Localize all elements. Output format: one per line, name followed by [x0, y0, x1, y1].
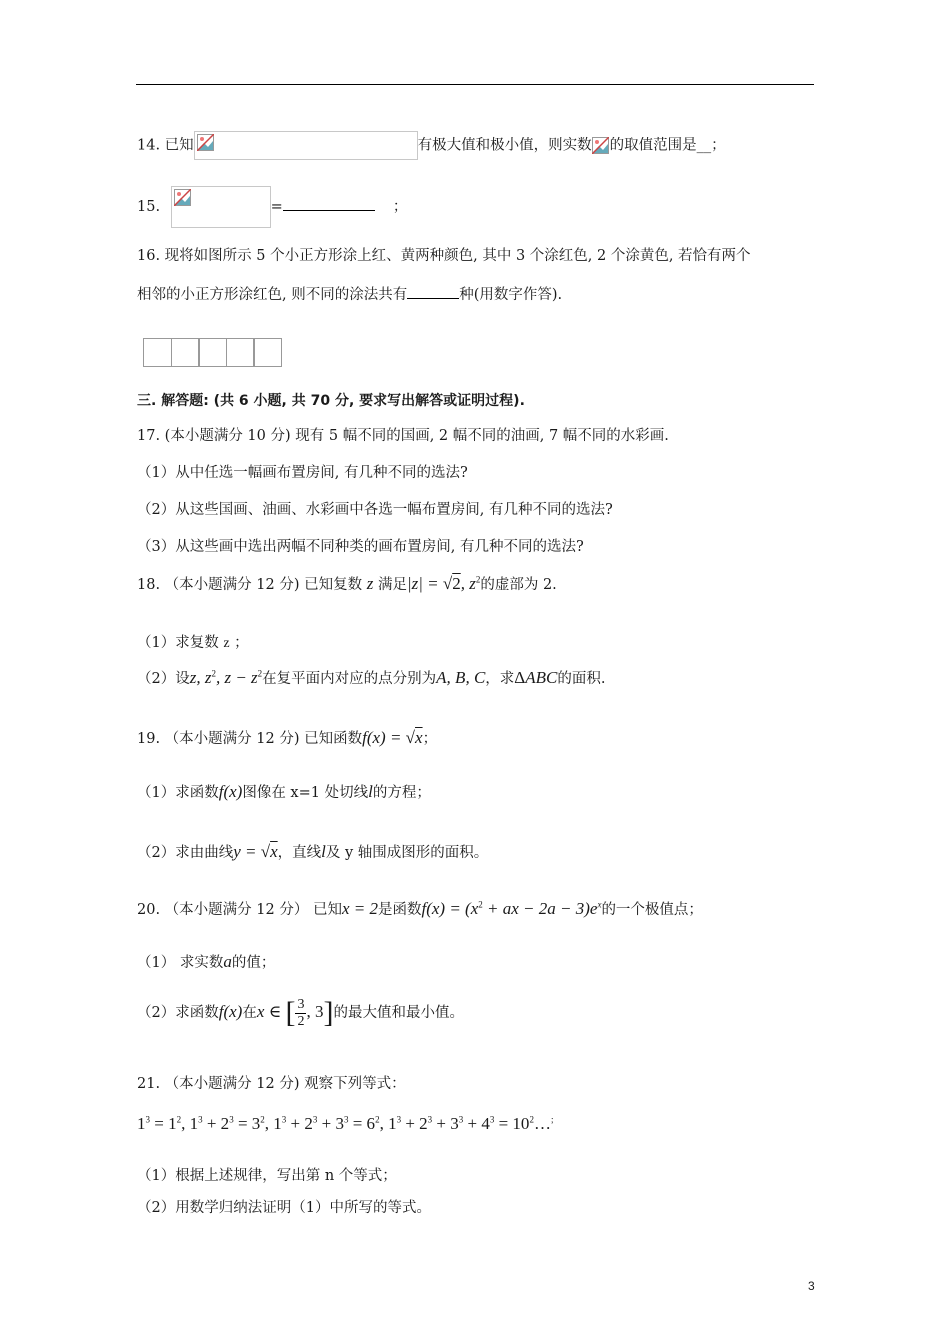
- broken-image-icon: [194, 131, 418, 160]
- math-abc: A, B, C: [436, 668, 486, 687]
- question-21-stem: 21. （本小题满分 12 分) 观察下列等式：: [137, 1076, 406, 1092]
- square: [253, 338, 282, 367]
- math-interval: x ∈ [ $\frac{3}{2}$ , 3]: [256, 996, 334, 1029]
- question-17-part3: （3）从这些画中选出两幅不同种类的画布置房间, 有几种不同的选法?: [137, 539, 584, 555]
- square: [198, 338, 227, 367]
- math-triangle: ΔABC: [514, 668, 558, 687]
- section-heading: 三. 解答题: (共 6 小题, 共 70 分, 要求写出解答或证明过程).: [137, 393, 525, 409]
- question-20-part2: （2）求函数f(x)在x ∈ [ $\frac{3}{2}$ , 3]的最大值和最小值。: [137, 996, 464, 1029]
- question-16-line1: 16. 现将如图所示 5 个小正方形涂上红、黄两种颜色, 其中 3 个涂红色, 2 个涂黄色, 若恰有两个: [137, 248, 751, 264]
- square: [226, 338, 255, 367]
- question-18-part1: （1）求复数 z ；: [137, 635, 249, 651]
- math-curve: y = √x: [233, 842, 278, 861]
- question-21-equations: [137, 1114, 553, 1134]
- math-z: z: [223, 636, 230, 651]
- square: [171, 338, 200, 367]
- square: [143, 338, 172, 367]
- question-17-part1: （1）从中任选一幅画布置房间, 有几种不同的选法?: [137, 465, 468, 481]
- question-14: 14. 已知 有极大值和极小值，则实数 的取值范围是__；: [137, 131, 726, 160]
- question-19-part2: （2）求由曲线y = √x，直线l及 y 轴围成图形的面积。: [137, 842, 489, 861]
- math-z: z: [366, 574, 374, 593]
- math-l: l: [321, 842, 326, 861]
- math-x2: x = 2: [341, 899, 378, 918]
- question-17-part2: （2）从这些国画、油画、水彩画中各选一幅布置房间, 有几种不同的选法?: [137, 502, 613, 518]
- header-rule: [136, 84, 814, 85]
- math-abs-z: |z| = √2, $z^2$: [406, 574, 481, 593]
- broken-image-icon: [171, 186, 271, 228]
- broken-image-icon: [592, 137, 610, 155]
- question-15: 15. = ；: [137, 186, 407, 228]
- math-l: l: [368, 782, 373, 801]
- answer-blank[interactable]: [283, 210, 375, 211]
- answer-blank[interactable]: [407, 298, 459, 299]
- math-points: z, $z^2$, $z - z^2$: [189, 668, 263, 687]
- question-21-part1: （1）根据上述规律，写出第 n 个等式；: [137, 1168, 397, 1184]
- question-19-part1: （1）求函数f(x)图像在 x=1 处切线l的方程；: [137, 782, 431, 801]
- math-cube-sums: $1^3 = 1^2$, $1^3 + 2^3 = 3^2$, $1^3 + 2^3 + 3^3 = 6^2$, $1^3 + 2^3 + 3^3 + 4^3$ = $10^2\dots^;$: [137, 1114, 554, 1133]
- five-squares-figure: [143, 338, 281, 367]
- question-20-stem: 20. （本小题满分 12 分） 已知x = 2是函数$f(x) = (x^2$ + ax − $2a - 3)e^x$的一个极值点；: [137, 899, 703, 918]
- math-function: $f(x) = (x^2$ + ax − $2a - 3)e^x$: [421, 899, 602, 918]
- question-18-part2: （2）设z, $z^2$, $z - z^2$在复平面内对应的点分别为A, B, C，求ΔABC的面积.: [137, 668, 606, 687]
- math-a: a: [223, 952, 232, 971]
- math-fx: f(x): [218, 782, 243, 801]
- math-fx: f(x): [218, 1001, 243, 1021]
- question-16-line2: 相邻的小正方形涂红色, 则不同的涂法共有 种(用数字作答).: [137, 287, 563, 303]
- question-21-part2: （2）用数学归纳法证明（1）中所写的等式。: [137, 1200, 431, 1216]
- page-number: 3: [808, 1279, 815, 1293]
- question-20-part1: （1） 求实数a的值；: [137, 952, 276, 971]
- math-fx: f(x) = √x: [362, 728, 423, 747]
- question-18-stem: 18. （本小题满分 12 分) 已知复数 z 满足|z| = √2, $z^2$的虚部为 2.: [137, 574, 557, 593]
- question-19-stem: 19. （本小题满分 12 分) 已知函数f(x) = √x；: [137, 728, 438, 747]
- question-17-stem: 17. (本小题满分 10 分) 现有 5 幅不同的国画, 2 幅不同的油画, 7 幅不同的水彩画.: [137, 428, 669, 444]
